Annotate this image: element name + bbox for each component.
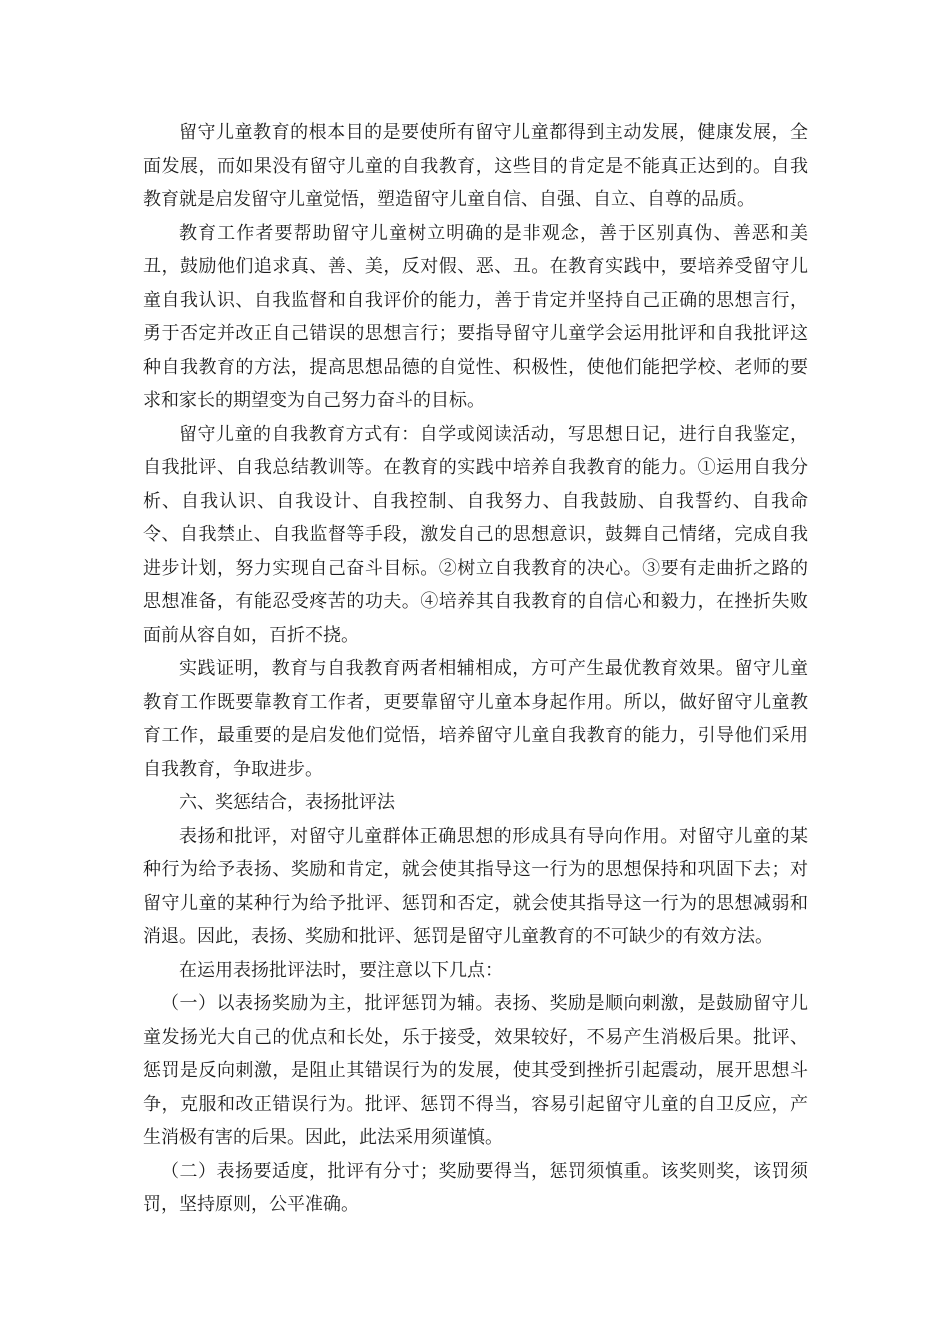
paragraph-self-education-methods: 留守儿童的自我教育方式有：自学或阅读活动，写思想日记，进行自我鉴定，自我批评、自我总结教训等。在教育的实践中培养自我教育的能力。①运用自我分析、自我认识、自我设计、自我控制、自我努力、自我鼓励、自我誓约、自我命令、自我禁止、自我监督等手段，激发自己的思想意识，鼓舞自己情绪，完成自我进步计划，努力实现自己奋斗目标。②树立自我教育的决心。③要有走曲折之路的思想准备，有能忍受疼苦的功夫。④培养其自我教育的自信心和毅力，在挫折失败面前从容自如，百折不挠。 (143, 423, 808, 646)
list-item-two: （二）表扬要适度，批评有分寸；奖励要得当，惩罚须慎重。该奖则奖，该罚须罚，坚持原则，公平准确。 (143, 1160, 808, 1215)
paragraph-educators-role: 教育工作者要帮助留守儿童树立明确的是非观念，善于区别真伪、善恶和美丑，鼓励他们追求真、善、美，反对假、恶、丑。在教育实践中，要培养受留守儿童自我认识、自我监督和自我评价的能力，善于肯定并坚持自己正确的思想言行，勇于否定并改正自己错误的思想言行；要指导留守儿童学会运用批评和自我批评这种自我教育的方法，提高思想品德的自觉性、积极性，使他们能把学校、老师的要求和家长的期望变为自己努力奋斗的目标。 (143, 222, 808, 411)
section-heading: 六、奖惩结合，表扬批评法 (179, 792, 395, 813)
paragraph-purpose: 留守儿童教育的根本目的是要使所有留守儿童都得到主动发展，健康发展，全面发展，而如果没有留守儿童的自我教育，这些目的肯定是不能真正达到的。自我教育就是启发留守儿童觉悟，塑造留守儿童自信、自强、自立、自尊的品质。 (143, 122, 808, 210)
list-item-one: （一）以表扬奖励为主，批评惩罚为辅。表扬、奖励是顺向刺激，是鼓励留守儿童发扬光大自己的优点和长处，乐于接受，效果较好，不易产生消极后果。批评、惩罚是反向刺激，是阻止其错误行为的发展，使其受到挫折引起震动，展开思想斗争，克服和改正错误行为。批评、惩罚不得当，容易引起留守儿童的自卫反应，产生消极有害的后果。因此，此法采用须谨慎。 (143, 993, 808, 1148)
document-body (143, 116, 808, 1222)
paragraph-notes-intro: 在运用表扬批评法时，要注意以下几点： (179, 959, 503, 981)
paragraph-practice-proves: 实践证明，教育与自我教育两者相辅相成，方可产生最优教育效果。留守儿童教育工作既要靠教育工作者，更要靠留守儿童本身起作用。所以，做好留守儿童教育工作，最重要的是启发他们觉悟，培养留守儿童自我教育的能力，引导他们采用自我教育，争取进步。 (143, 658, 808, 780)
paragraph-praise-and-criticism: 表扬和批评，对留守儿童群体正确思想的形成具有导向作用。对留守儿童的某种行为给予表扬、奖励和肯定，就会使其指导这一行为的思想保持和巩固下去；对留守儿童的某种行为给予批评、惩罚和否定，就会使其指导这一行为的思想减弱和消退。因此，表扬、奖励和批评、惩罚是留守儿童教育的不可缺少的有效方法。 (143, 825, 808, 947)
